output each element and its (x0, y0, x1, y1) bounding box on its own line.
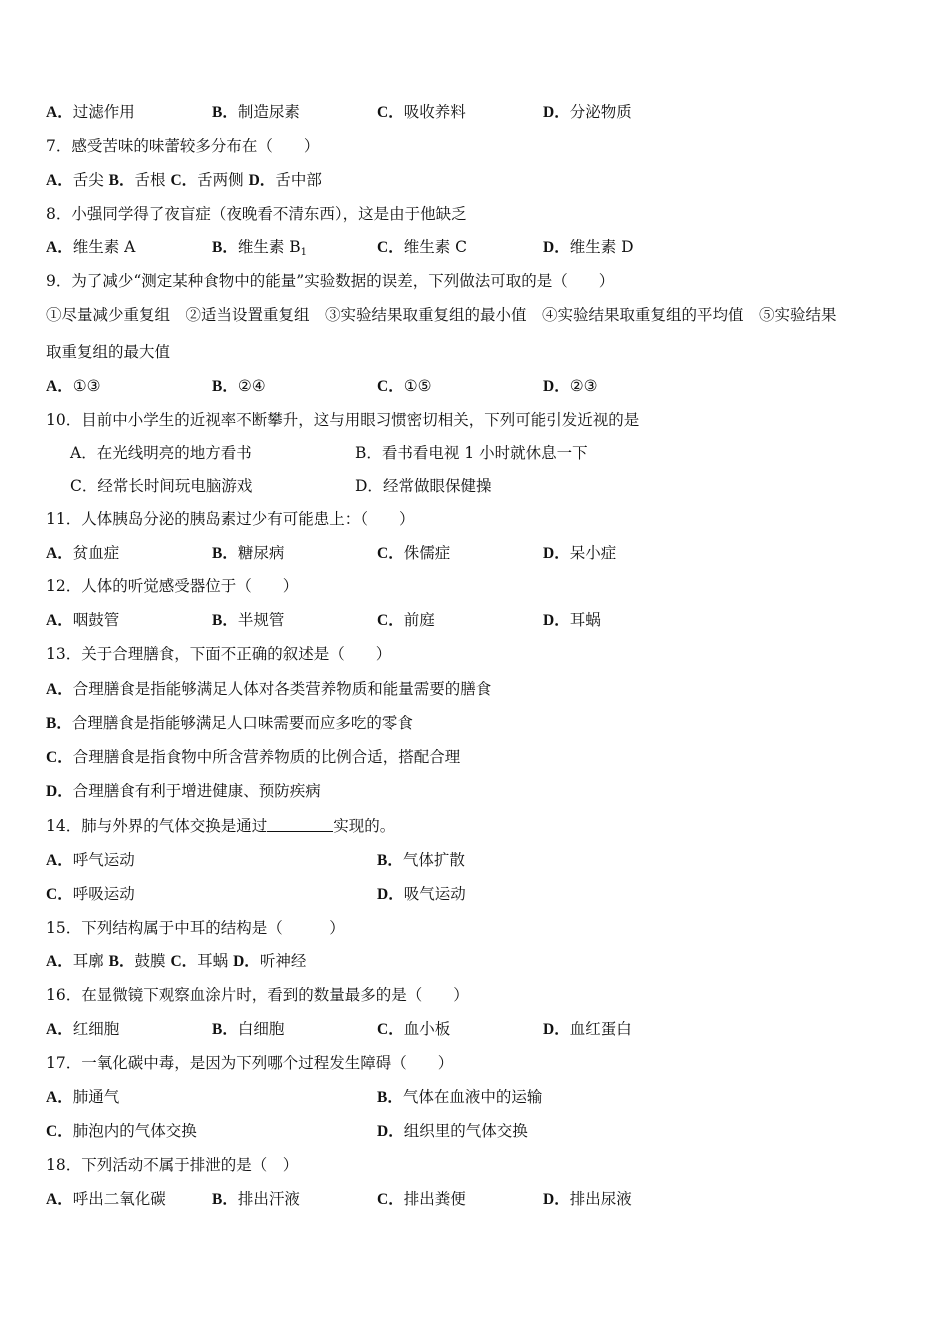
q13-option-d: D．合理膳食有利于增进健康、预防疾病 (46, 782, 321, 800)
q12-option-a: A．咽鼓管 (46, 611, 120, 629)
q7-stem: 7．感受苦味的味蕾较多分布在（ ） (46, 137, 320, 155)
q17-option-b: B．气体在血液中的运输 (377, 1088, 543, 1106)
q9-statements-cont: 取重复组的最大值 (46, 343, 171, 361)
q11-option-c: C．侏儒症 (377, 544, 451, 562)
q8-option-d: D．维生素 D (543, 238, 634, 256)
fill-blank (267, 817, 333, 832)
q14-option-d: D．吸气运动 (377, 885, 466, 903)
q6-option-a: A．过滤作用 (46, 103, 135, 121)
q17-option-c: C．肺泡内的气体交换 (46, 1122, 197, 1140)
q9-option-b: B．②④ (212, 377, 266, 395)
q6-option-d: D．分泌物质 (543, 103, 632, 121)
q10-stem: 10．目前中小学生的近视率不断攀升，这与用眼习惯密切相关，下列可能引发近视的是 (46, 411, 640, 429)
q9-option-d: D．②③ (543, 377, 598, 395)
q17-option-a: A．肺通气 (46, 1088, 120, 1106)
q8-option-b: B．维生素 $B_1$ (212, 238, 308, 258)
q12-option-d: D．耳蜗 (543, 611, 601, 629)
q16-option-d: D．血红蛋白 (543, 1020, 632, 1038)
q10-option-b: B．看书看电视 1 小时就休息一下 (355, 444, 588, 462)
q11-option-b: B．糖尿病 (212, 544, 285, 562)
q11-option-d: D．呆小症 (543, 544, 617, 562)
q14-stem: 14．肺与外界的气体交换是通过 实现的。 (46, 817, 396, 835)
q6-option-b: B．制造尿素 (212, 103, 300, 121)
q14-option-c: C．呼吸运动 (46, 885, 135, 903)
q7-options: A．舌尖 B．舌根 C．舌两侧 D．舌中部 (46, 171, 322, 189)
q18-stem: 18．下列活动不属于排泄的是（ ） (46, 1156, 299, 1174)
q9-option-a: A．①③ (46, 377, 101, 395)
q16-option-c: C．血小板 (377, 1020, 451, 1038)
q16-option-b: B．白细胞 (212, 1020, 285, 1038)
q14-option-a: A．呼气运动 (46, 851, 135, 869)
q13-stem: 13．关于合理膳食，下面不正确的叙述是（ ） (46, 645, 392, 663)
q18-option-d: D．排出尿液 (543, 1190, 632, 1208)
q12-stem: 12．人体的听觉感受器位于（ ） (46, 577, 299, 595)
q13-option-c: C．合理膳食是指食物中所含营养物质的比例合适，搭配合理 (46, 748, 461, 766)
q8-option-a: A．维生素 A (46, 238, 136, 256)
q13-option-b: B．合理膳食是指能够满足人口味需要而应多吃的零食 (46, 714, 413, 732)
q9-option-c: C．①⑤ (377, 377, 432, 395)
q12-option-b: B．半规管 (212, 611, 285, 629)
q17-stem: 17．一氧化碳中毒，是因为下列哪个过程发生障碍（ ） (46, 1054, 454, 1072)
q9-stem: 9．为了减少“测定某种食物中的能量”实验数据的误差，下列做法可取的是（ ） (46, 272, 615, 290)
q9-statements: ①尽量减少重复组 ②适当设置重复组 ③实验结果取重复组的最小值 ④实验结果取重复组的平均值 ⑤实验结果 (46, 306, 837, 324)
q13-option-a: A．合理膳食是指能够满足人体对各类营养物质和能量需要的膳食 (46, 680, 492, 698)
q8-stem: 8．小强同学得了夜盲症（夜晚看不清东西），这是由于他缺乏 (46, 205, 467, 223)
q10-option-d: D．经常做眼保健操 (355, 477, 492, 495)
q18-option-a: A．呼出二氧化碳 (46, 1190, 166, 1208)
q8-option-c: C．维生素 C (377, 238, 467, 256)
q11-option-a: A．贫血症 (46, 544, 120, 562)
q10-option-c: C．经常长时间玩电脑游戏 (70, 477, 253, 495)
q16-stem: 16．在显微镜下观察血涂片时，看到的数量最多的是（ ） (46, 986, 469, 1004)
q12-option-c: C．前庭 (377, 611, 435, 629)
q15-stem: 15．下列结构属于中耳的结构是（ ） (46, 919, 345, 937)
q18-option-b: B．排出汗液 (212, 1190, 300, 1208)
q14-option-b: B．气体扩散 (377, 851, 465, 869)
q16-option-a: A．红细胞 (46, 1020, 120, 1038)
q15-options: A．耳廓 B．鼓膜 C．耳蜗 D．听神经 (46, 952, 307, 970)
q6-option-c: C．吸收养料 (377, 103, 466, 121)
q11-stem: 11．人体胰岛分泌的胰岛素过少有可能患上：（ ） (46, 510, 415, 528)
q17-option-d: D．组织里的气体交换 (377, 1122, 528, 1140)
q10-option-a: A．在光线明亮的地方看书 (70, 444, 252, 462)
q18-option-c: C．排出粪便 (377, 1190, 466, 1208)
